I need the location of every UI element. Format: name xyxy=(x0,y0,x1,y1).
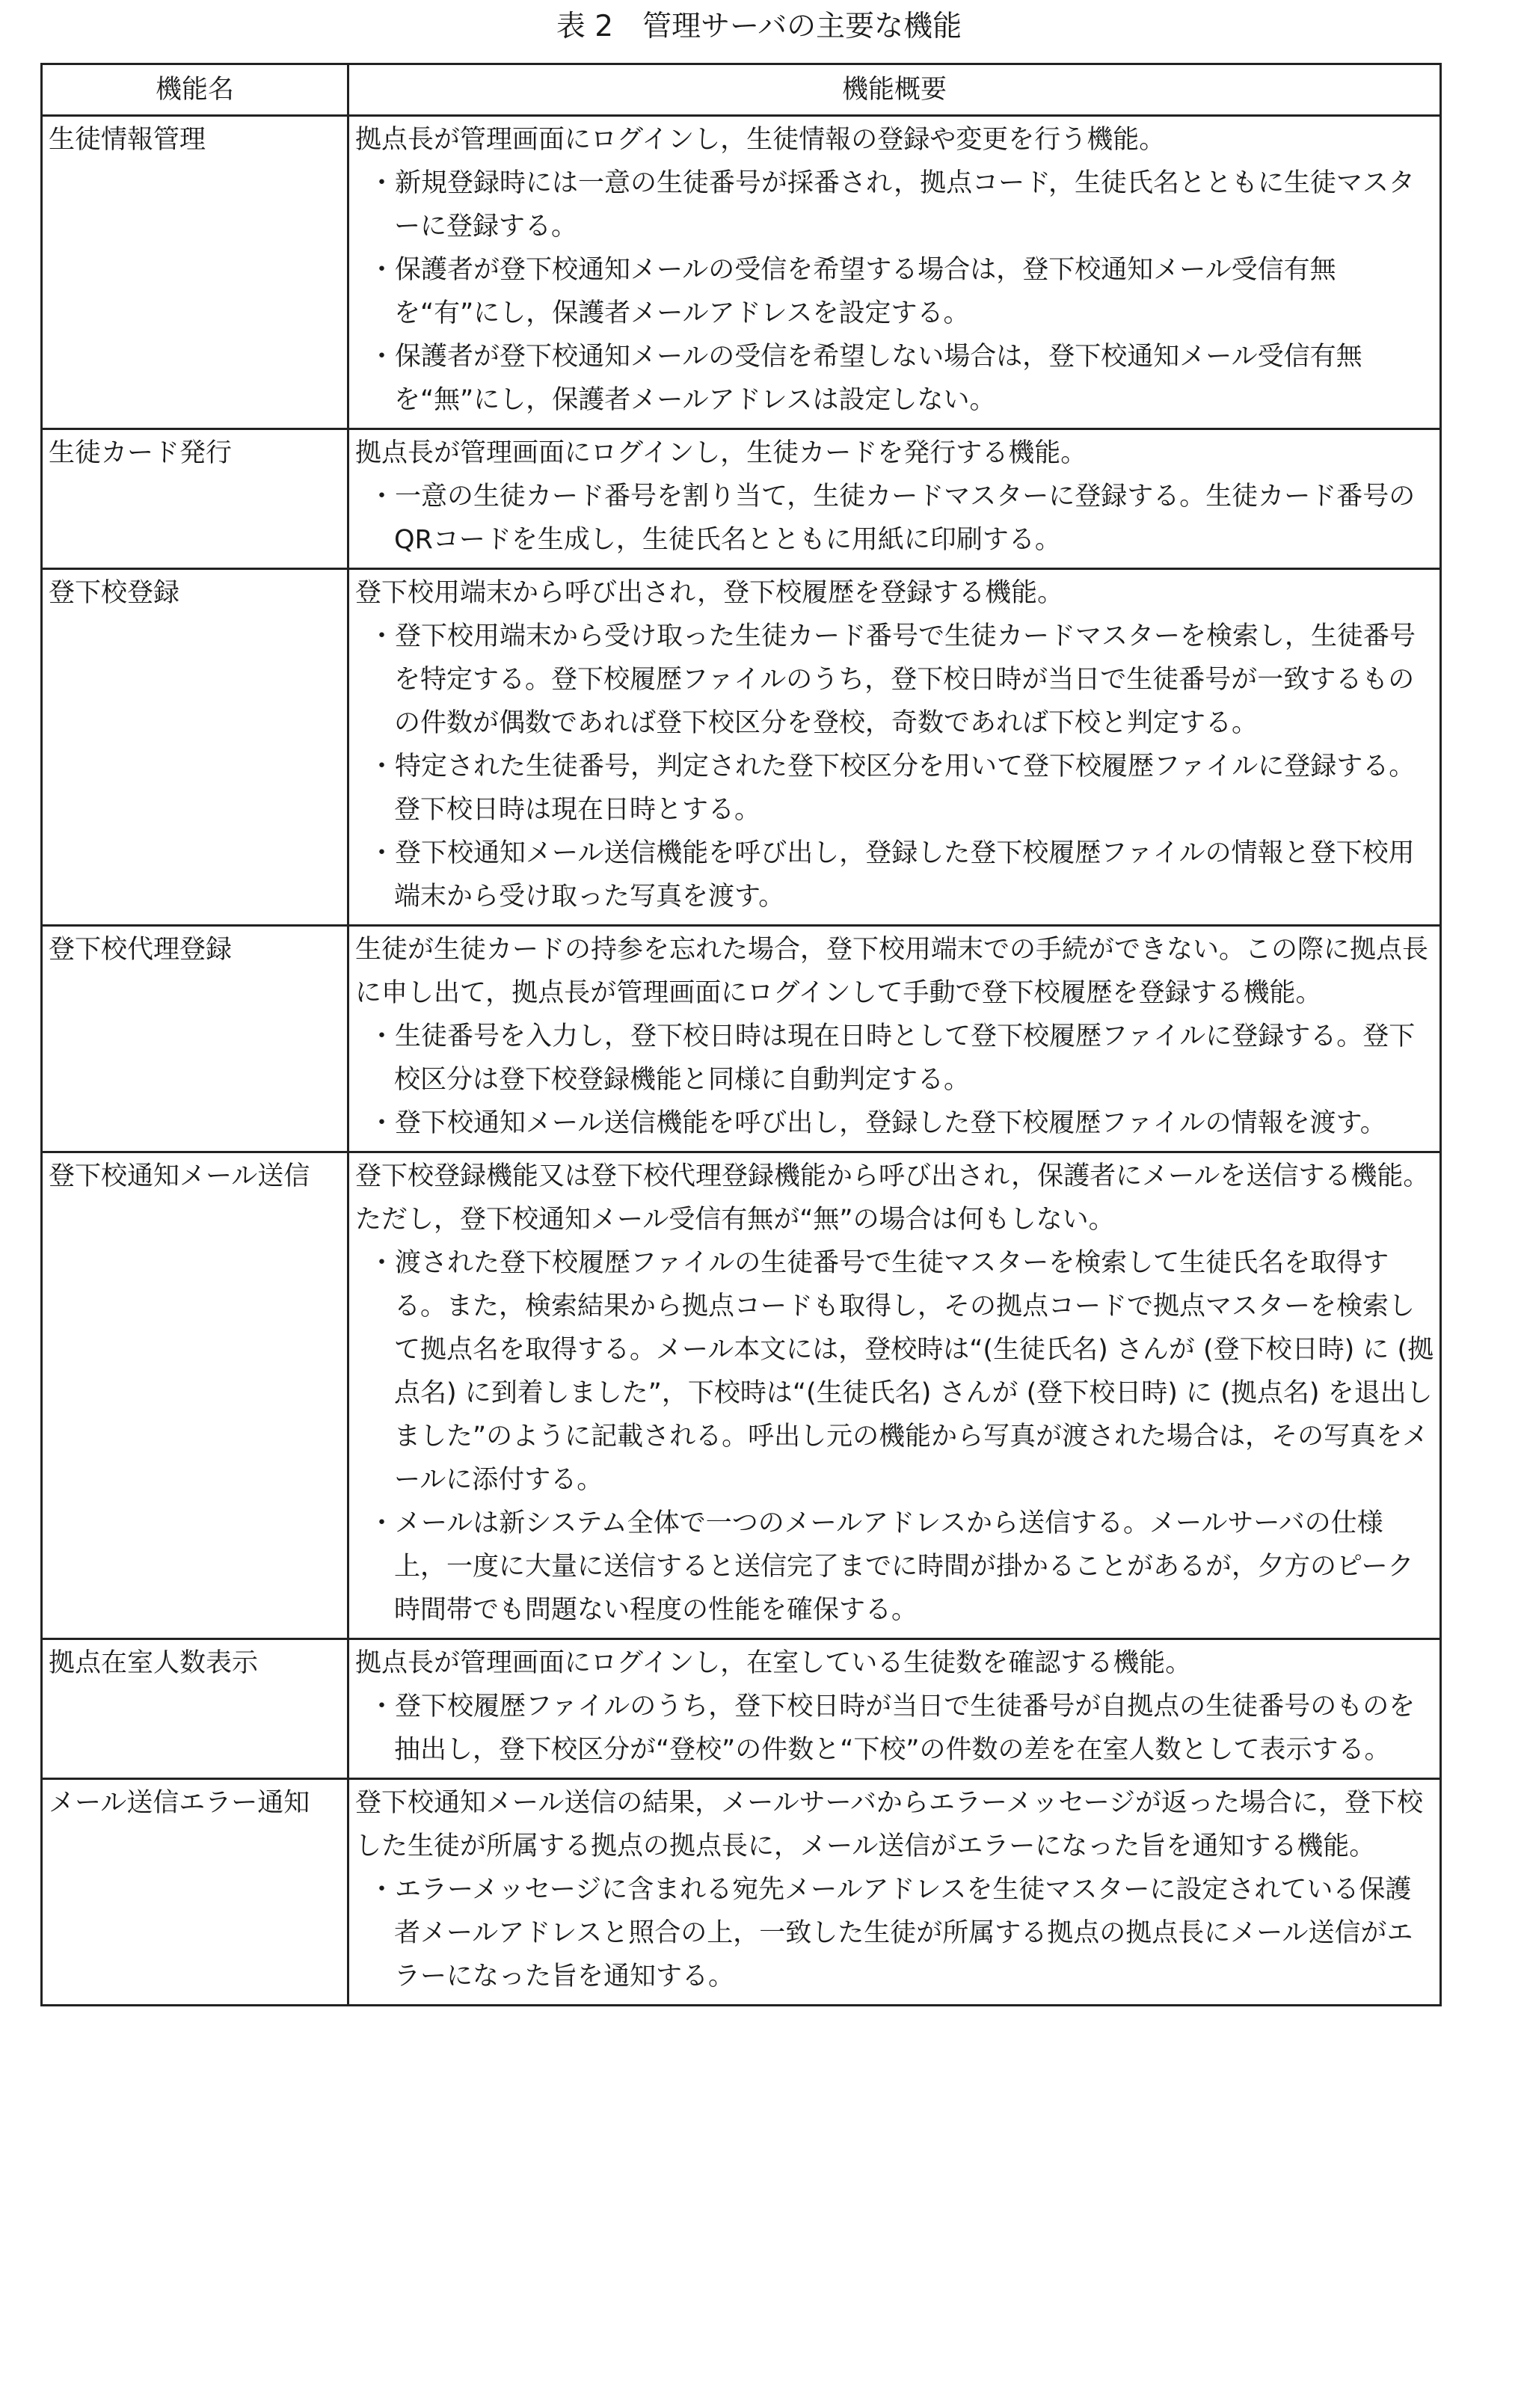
function-name-cell: 生徒カード発行 xyxy=(42,429,348,569)
summary-bullet: ・一意の生徒カード番号を割り当て，生徒カードマスターに登録する。生徒カード番号のQRコードを生成し，生徒氏名とともに用紙に印刷する。 xyxy=(369,482,1416,555)
summary-intro: 登下校用端末から呼び出され，登下校履歴を登録する機能。 xyxy=(355,578,1064,608)
function-name-cell: メール送信エラー通知 xyxy=(42,1779,348,2006)
table-row xyxy=(42,1639,1441,1779)
table-row xyxy=(42,569,1441,926)
summary-bullet: ・保護者が登下校通知メールの受信を希望しない場合は，登下校通知メール受信有無を“無”にし，保護者メールアドレスは設定しない。 xyxy=(369,342,1362,415)
summary-bullet: ・渡された登下校履歴ファイルの生徒番号で生徒マスターを検索して生徒氏名を取得する。また，検索結果から拠点コードも取得し，その拠点コードで拠点マスターを検索して拠点名を取得する。メール本文には，登校時は“(生徒氏名) さんが (登下校日時) に (拠点名) に到着しました”，下校時は“(生徒氏名) さんが (登下校日時) に (拠点名) を退出しました”のように記載される。呼出し元の機能から写真が渡された場合は，その写真をメールに添付する。 xyxy=(369,1248,1434,1495)
function-name-cell: 拠点在室人数表示 xyxy=(42,1639,348,1779)
table-row xyxy=(42,1779,1441,2006)
table-caption: 表 2 管理サーバの主要な機能 xyxy=(556,10,962,43)
header-function-summary: 機能概要 xyxy=(348,64,1441,116)
function-name-cell: 登下校代理登録 xyxy=(42,926,348,1152)
function-summary-cell xyxy=(348,926,1441,1152)
function-summary-cell xyxy=(348,116,1441,429)
table-row xyxy=(42,1152,1441,1639)
summary-bullet: ・生徒番号を入力し，登下校日時は現在日時として登下校履歴ファイルに登録する。登下校区分は登下校登録機能と同様に自動判定する。 xyxy=(369,1022,1416,1095)
header-row xyxy=(42,64,1441,116)
summary-intro: 登下校通知メール送信の結果，メールサーバからエラーメッセージが返った場合に，登下校した生徒が所属する拠点の拠点長に，メール送信がエラーになった旨を通知する機能。 xyxy=(355,1788,1424,1861)
header-function-name: 機能名 xyxy=(42,64,348,116)
function-summary-cell xyxy=(348,429,1441,569)
function-name-cell: 登下校登録 xyxy=(42,569,348,926)
summary-intro: 拠点長が管理画面にログインし，生徒カードを発行する機能。 xyxy=(355,438,1087,468)
summary-bullet: ・登下校履歴ファイルのうち，登下校日時が当日で生徒番号が自拠点の生徒番号のものを抽出し，登下校区分が“登校”の件数と“下校”の件数の差を在室人数として表示する。 xyxy=(369,1692,1416,1765)
table-row xyxy=(42,116,1441,429)
function-name-cell: 生徒情報管理 xyxy=(42,116,348,429)
function-table xyxy=(40,63,1442,2006)
function-summary-cell xyxy=(348,1639,1441,1779)
summary-intro: 拠点長が管理画面にログインし，在室している生徒数を確認する機能。 xyxy=(355,1648,1192,1678)
summary-bullet: ・保護者が登下校通知メールの受信を希望する場合は，登下校通知メール受信有無を“有”にし，保護者メールアドレスを設定する。 xyxy=(369,255,1336,328)
function-summary-cell xyxy=(348,1779,1441,2006)
summary-bullet: ・メールは新システム全体で一つのメールアドレスから送信する。メールサーバの仕様上，一度に大量に送信すると送信完了までに時間が掛かることがあるが，夕方のピーク時間帯でも問題ない程度の性能を確保する。 xyxy=(369,1508,1414,1625)
table-row xyxy=(42,429,1441,569)
summary-bullet: ・登下校通知メール送信機能を呼び出し，登録した登下校履歴ファイルの情報を渡す。 xyxy=(369,1108,1386,1138)
table-row xyxy=(42,926,1441,1152)
function-summary-cell xyxy=(348,1152,1441,1639)
summary-intro: 拠点長が管理画面にログインし，生徒情報の登録や変更を行う機能。 xyxy=(355,125,1166,155)
summary-bullet: ・新規登録時には一意の生徒番号が採番され，拠点コード，生徒氏名とともに生徒マスターに登録する。 xyxy=(369,168,1415,242)
summary-bullet: ・エラーメッセージに含まれる宛先メールアドレスを生徒マスターに設定されている保護者メールアドレスと照合の上，一致した生徒が所属する拠点の拠点長にメール送信がエラーになった旨を通知する。 xyxy=(369,1875,1413,1991)
summary-intro: 登下校登録機能又は登下校代理登録機能から呼び出され，保護者にメールを送信する機能。ただし，登下校通知メール受信有無が“無”の場合は何もしない。 xyxy=(355,1161,1430,1235)
summary-bullet: ・登下校用端末から受け取った生徒カード番号で生徒カードマスターを検索し，生徒番号を特定する。登下校履歴ファイルのうち，登下校日時が当日で生徒番号が一致するものの件数が偶数であれば登下校区分を登校，奇数であれば下校と判定する。 xyxy=(369,621,1416,738)
summary-bullet: ・特定された生徒番号，判定された登下校区分を用いて登下校履歴ファイルに登録する。登下校日時は現在日時とする。 xyxy=(369,752,1416,825)
summary-intro: 生徒が生徒カードの持参を忘れた場合，登下校用端末での手続ができない。この際に拠点長に申し出て，拠点長が管理画面にログインして手動で登下校履歴を登録する機能。 xyxy=(355,935,1429,1008)
function-name-cell: 登下校通知メール送信 xyxy=(42,1152,348,1639)
function-summary-cell xyxy=(348,569,1441,926)
table-body xyxy=(42,116,1441,2006)
summary-bullet: ・登下校通知メール送信機能を呼び出し，登録した登下校履歴ファイルの情報と登下校用端末から受け取った写真を渡す。 xyxy=(369,838,1415,912)
